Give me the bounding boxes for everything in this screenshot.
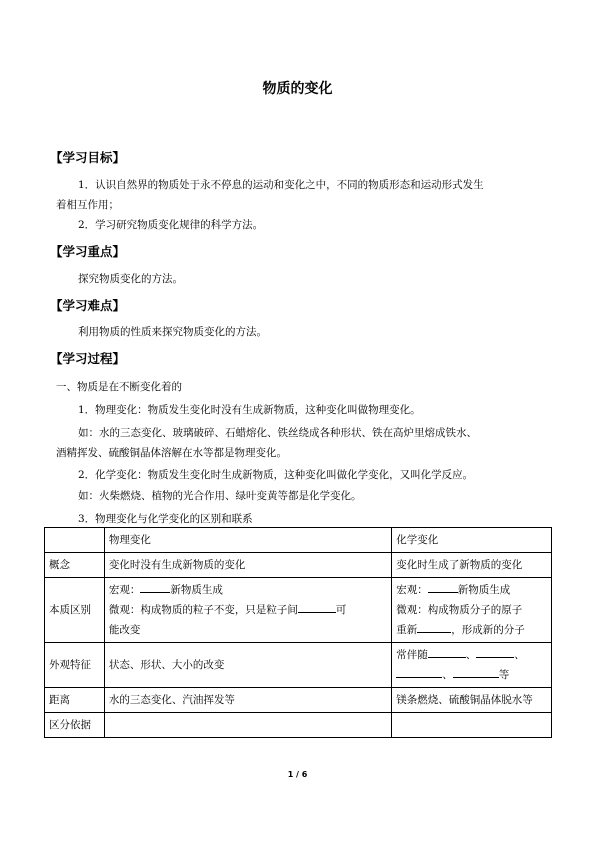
cell-text: 能改变	[108, 624, 141, 636]
table-cell	[392, 578, 552, 643]
table-header-chemical: 化学变化	[392, 528, 552, 553]
fill-blank[interactable]	[298, 600, 336, 613]
goal-line-3: 2．学习研究物质变化规律的科学方法。	[78, 219, 264, 231]
cell-text: 等	[498, 669, 510, 681]
table-cell: 镁条燃烧、硫酸铜晶体脱水等	[392, 688, 552, 713]
goal-line-2: 着相互作用；	[56, 199, 119, 211]
process-line-5: 2．化学变化：物质发生变化时生成新物质，这种变化叫做化学变化，又叫化学反应。	[78, 469, 474, 481]
table-cell: 水的三态变化、汽油挥发等	[104, 688, 391, 713]
table-cell	[104, 578, 391, 643]
cell-text: 、	[465, 649, 477, 661]
page-number: 1 / 6	[287, 770, 308, 779]
process-line-4: 酒精挥发、硫酸铜晶体溶解在水等都是物理变化。	[56, 447, 287, 459]
process-line-7: 3．物理变化与化学变化的区别和联系	[78, 513, 253, 525]
row-label-concept: 概念	[45, 553, 105, 578]
cell-text: 新物质生成	[457, 584, 511, 596]
row-label-example: 距离	[45, 688, 105, 713]
process-line-1: 一、物质是在不断变化着的	[56, 381, 182, 393]
cell-text: 、	[442, 669, 453, 681]
cell-text: 常伴随	[396, 649, 428, 661]
table-row	[45, 713, 552, 738]
table-row	[45, 553, 552, 578]
cell-text: 新物质生成	[170, 584, 223, 596]
section-heading-key: 【学习重点】	[50, 244, 126, 259]
row-label-appearance: 外观特征	[45, 643, 105, 688]
cell-text: 微观：构成物质分子的原子	[396, 604, 523, 616]
table-row	[45, 528, 552, 553]
table-row	[45, 688, 552, 713]
cell-text: 、	[514, 649, 525, 661]
fill-blank[interactable]	[428, 580, 458, 593]
row-label-basis: 区分依据	[45, 713, 105, 738]
fill-blank[interactable]	[428, 645, 466, 658]
table-header-physical: 物理变化	[104, 528, 391, 553]
cell-text: 宏观：	[396, 584, 428, 596]
table-cell: 变化时没有生成新物质的变化	[104, 553, 391, 578]
goal-line-1: 1．认识自然界的物质处于永不停息的运动和变化之中，不同的物质形态和运动形式发生	[78, 179, 484, 191]
fill-blank[interactable]	[396, 665, 442, 678]
cell-text: 微观：构成物质的粒子不变，只是粒子间	[108, 604, 298, 616]
process-line-2: 1．物理变化：物质发生变化时没有生成新物质，这种变化叫做物理变化。	[78, 404, 421, 416]
difficulty-text: 利用物质的性质来探究物质变化的方法。	[78, 326, 267, 338]
table-cell	[104, 713, 391, 738]
process-line-3: 如：水的三态变化、玻璃破碎、石蜡熔化、铁丝绕成各种形状、铁在高炉里熔成铁水、	[78, 427, 477, 439]
table-cell: 变化时生成了新物质的变化	[392, 553, 552, 578]
cell-text: 重新	[396, 624, 418, 636]
table-cell	[392, 713, 552, 738]
table-row	[45, 643, 552, 688]
fill-blank[interactable]	[453, 665, 499, 678]
section-heading-difficulty: 【学习难点】	[50, 298, 126, 313]
table-cell: 状态、形状、大小的改变	[104, 643, 391, 688]
section-heading-process: 【学习过程】	[50, 351, 126, 366]
key-text: 探究物质变化的方法。	[78, 273, 183, 285]
row-label-essence: 本质区别	[45, 578, 105, 643]
fill-blank[interactable]	[476, 645, 514, 658]
process-line-6: 如：火柴燃烧、植物的光合作用、绿叶变黄等都是化学变化。	[78, 490, 362, 502]
fill-blank[interactable]	[417, 620, 451, 633]
cell-text: 宏观：	[108, 584, 141, 596]
cell-text: ，形成新的分子	[451, 624, 525, 636]
cell-text: 可	[335, 604, 347, 616]
table-cell	[45, 528, 105, 553]
page-title: 物质的变化	[262, 81, 333, 97]
comparison-table	[44, 527, 552, 738]
table-cell	[392, 643, 552, 688]
table-row	[45, 578, 552, 643]
fill-blank[interactable]	[140, 580, 170, 593]
section-heading-goal: 【学习目标】	[50, 150, 126, 165]
